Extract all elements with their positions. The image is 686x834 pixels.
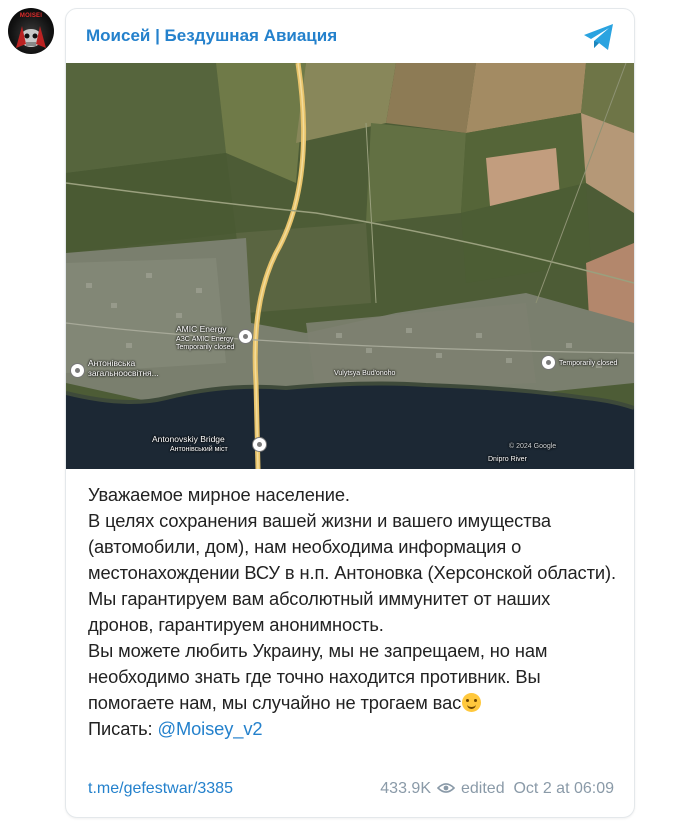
views-count: 433.9K (380, 780, 431, 797)
map-label-school-line1: Антонівська (88, 358, 136, 368)
telegram-post-card (65, 8, 635, 818)
telegram-icon[interactable] (582, 22, 616, 52)
channel-avatar[interactable] (8, 8, 54, 54)
map-label-street: Vulytsya Bud'onoho (334, 370, 396, 377)
map-pin-icon[interactable] (238, 329, 253, 344)
map-image[interactable] (66, 63, 634, 469)
avatar-logo-text: MOISEI (19, 13, 43, 19)
write-label: Писать: (88, 718, 158, 739)
avatar-emblem-icon (8, 8, 54, 54)
map-pin-icon[interactable] (70, 363, 85, 378)
post-paragraph: Уважаемое мирное население. (88, 484, 350, 505)
source-link[interactable]: t.me/gefestwar/3385 (88, 780, 233, 797)
post-date[interactable]: Oct 2 at 06:09 (513, 780, 614, 797)
post-footer (88, 780, 614, 800)
satellite-map-graphic (66, 63, 634, 469)
post-meta (380, 780, 614, 798)
smiling-emoji (462, 693, 481, 712)
map-label-bridge-sub: Антонівський міст (170, 446, 228, 453)
map-label-river: Dnipro River (488, 456, 527, 463)
map-copyright: © 2024 Google (509, 443, 557, 450)
map-pin-icon[interactable] (252, 437, 267, 452)
post-text (88, 482, 618, 742)
post-paragraph-with-emoji (88, 638, 618, 716)
map-label-amic-sub2: Temporarily closed (176, 344, 235, 351)
post-paragraph: Вы можете любить Украину, мы не запрещаем, но нам необходимо знать где точно находится противник. Вы помогаете нам, мы случайно не трогаем вас (88, 640, 548, 713)
map-label-amic-sub1: АЗС AMIC Energy (176, 336, 234, 343)
eye-icon (437, 782, 455, 794)
post-paragraph: В целях сохранения вашей жизни и вашего имущества (автомобили, дом), нам необходима информация о местонахождении ВСУ в н.п. Антоновка (Херсонской области). (88, 510, 616, 583)
map-label-amic: AMIC Energy (176, 324, 227, 334)
edited-label: edited (461, 780, 505, 797)
handle-link[interactable]: @Moisey_v2 (157, 718, 263, 739)
map-label-bridge: Antonovskiy Bridge (152, 434, 225, 444)
map-label-school-line2: загальноосвітня... (88, 368, 159, 378)
channel-name[interactable]: Моисей | Бездушная Авиация (86, 26, 338, 45)
map-pin-icon[interactable] (541, 355, 556, 370)
post-paragraph: Мы гарантируем вам абсолютный иммунитет от наших дронов, гарантируем анонимность. (88, 588, 551, 635)
write-line (88, 716, 618, 742)
map-label-temp-closed: Temporarily closed (559, 360, 618, 367)
